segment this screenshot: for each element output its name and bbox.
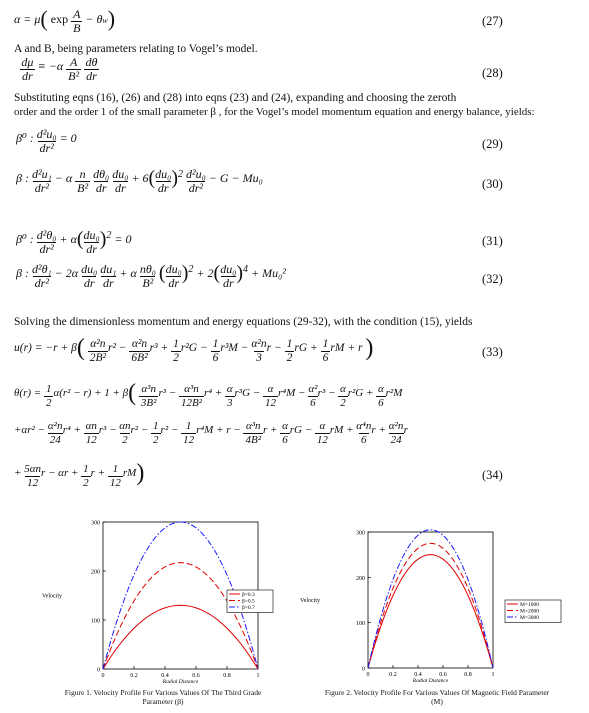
equation-31: β⁰ : d²θ₀ dr² + α(du₀ dr )$^2$ = 0 [16,228,132,256]
equation-34-line-3: + 5αn 12r − αr + 1 2r + 1 12rM) [14,460,145,489]
legend-label-3: β=0.7 [242,605,255,611]
legend-label-2: β=0.5 [242,598,255,605]
equation-34-line-2: +αr² − α²n 24r⁴ + αn 12r³ − αn 2r² − 1 2r² − 1 12r⁴M + r − α³n 4B²r + α 6rG − α 12rM + α⁴n 6r + α²n 24r [14,420,408,446]
equation-number-30: (30) [482,177,503,191]
y-tick-label: 200 [356,575,365,582]
series-line-2 [368,543,493,668]
y-tick-label: 300 [356,530,365,537]
y-tick-label: 300 [91,520,100,527]
x-tick-label: 0.4 [161,673,169,679]
legend-label-3: M=3000 [520,615,539,621]
paragraph-order: order and the order 1 of the small parameter β , for the Vogel’s model momentum equation and energy balance, yields: [14,106,535,118]
equation-number-34: (34) [482,468,503,482]
equation-33: u(r) = −r + β( α²n 2B²r² − α²n 6B²r³ + 1 2r²G − 1 6r³M − α²n 3r − 1 2rG + 1 6rM + r ) [14,335,374,364]
legend-label-1: β=0.3 [242,592,255,598]
equation-28: dμ dr ≡ −α A B² dθ dr [21,55,98,83]
x-tick-label: 0 [101,673,105,679]
series-line-3 [368,530,493,668]
y-tick-label: 200 [91,569,100,576]
y-axis-label: Velocity [300,598,320,604]
y-tick-label: 100 [91,618,100,625]
equation-number-29: (29) [482,137,503,151]
x-tick-label: 0 [366,672,370,678]
x-axis-label: Radial Distance [162,679,199,685]
paragraph-parameters: A and B, being parameters relating to Vogel’s model. [14,43,258,55]
equation-34-line-1: θ(r) = 1 2α(r² − r) + 1 + β( α³n 3B²r³ − α³n 12B²r⁴ + α 3r³G − α 12r⁴M − α² 6r³ − α 2r²G + α 6r²M [14,380,403,409]
x-tick-label: 0.6 [439,672,447,678]
equation-29: β⁰ : d²u₀ dr² = 0 [16,127,77,155]
paragraph-solving: Solving the dimensionless momentum and energy equations (29-32), with the condition (15), yields [14,316,473,328]
series-line-2 [103,563,258,669]
equation-number-32: (32) [482,272,503,286]
x-tick-label: 1 [256,673,260,679]
x-axis-label: Radial Distance [412,678,449,684]
equation-number-31: (31) [482,234,503,248]
equation-number-27: (27) [482,14,503,28]
y-axis-label: Velocity [42,593,62,600]
paragraph-substituting: Substituting eqns (16), (26) and (28) into eqns (23) and (24), expanding and choosing the zeroth [14,92,457,104]
y-tick-label: 0 [362,666,365,673]
equation-27: α = μ( exp A B − θw) [14,6,116,35]
figure-2-chart [298,522,566,690]
equation-30: β : d²u₁ dr² − α n B² dθ₀ dr du₀ dr + 6(du₀ dr )$^2$ d²u₀ dr² − G − Mu₀ [16,167,263,195]
legend-label-2: M=2000 [520,608,539,615]
plot-frame [368,532,493,668]
x-tick-label: 0.2 [130,673,138,679]
equation-32: β : d²θ₁ dr² − 2α du₀ dr du₁ dr + α nθ₀ B² (du₀ dr )$^2$ + 2(du₀ dr )$^4$ + Mu₀² [16,262,286,290]
equation-number-28: (28) [482,66,503,80]
x-tick-label: 0.6 [192,673,200,679]
figure-2-caption: Figure 2. Velocity Profile For Various Values Of Magnetic Field Parameter (M) [324,688,550,706]
series-line-1 [368,555,493,668]
y-tick-label: 100 [356,621,365,628]
y-tick-label: 0 [97,667,100,674]
figure-1-caption: Figure 1. Velocity Profile For Various Values Of The Third Grade Parameter (β) [64,688,262,706]
figure-1-chart [40,515,280,690]
x-tick-label: 0.8 [464,672,472,678]
x-tick-label: 0.2 [389,672,397,678]
legend-label-1: M=1000 [520,602,539,608]
x-tick-label: 0.4 [414,672,422,678]
x-tick-label: 0.8 [223,673,231,679]
x-tick-label: 1 [491,672,495,678]
equation-number-33: (33) [482,345,503,359]
